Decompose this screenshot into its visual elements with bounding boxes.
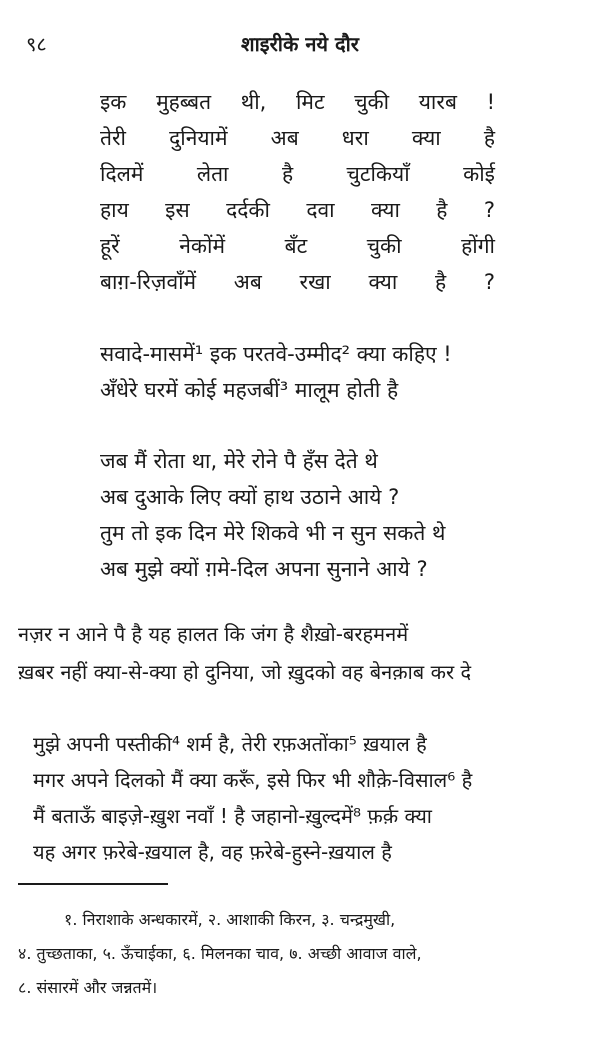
verse-line: हाय इस दर्दकी दवा क्या है ? [100, 198, 495, 222]
verse-line: मगर अपने दिलको मैं क्या करूँ, इसे फिर भी शौक़े-विसाल⁶ है [33, 768, 473, 792]
page-header [0, 30, 600, 60]
footnote-line: १. निराशाके अन्धकारमें, २. आशाकी किरन, ३. चन्द्रमुखी, [64, 910, 396, 929]
verse-line: जब मैं रोता था, मेरे रोने पै हँस देते थे [100, 449, 378, 473]
footnote-line: ८. संसारमें और जन्नतमें। [18, 978, 158, 997]
verse-line: तेरी दुनियामें अब धरा क्या है [100, 126, 495, 150]
footnote-line: ४. तुच्छताका, ५. ऊँचाईका, ६. मिलनका चाव, ७. अच्छी आवाज वाले, [18, 944, 422, 963]
verse-line: अब दुआके लिए क्यों हाथ उठाने आये ? [100, 485, 400, 509]
verse-line: ख़बर नहीं क्या-से-क्या हो दुनिया, जो ख़ुदको वह बेनक़ाब कर दे [18, 660, 472, 684]
verse-line: अब मुझे क्यों ग़मे-दिल अपना सुनाने आये ? [100, 557, 428, 581]
footnote-rule [18, 883, 168, 885]
verse-line: दिलमें लेता है चुटकियाँ कोई [100, 162, 495, 186]
verse-line: यह अगर फ़रेबे-ख़याल है, वह फ़रेबे-हुस्ने-ख़याल है [33, 840, 392, 864]
verse-line: नज़र न आने पै है यह हालत कि जंग है शैख़ो-बरहमनमें [18, 622, 409, 646]
verse-line: तुम तो इक दिन मेरे शिकवे भी न सुन सकते थे [100, 521, 446, 545]
verse-line: इक मुहब्बत थी, मिट चुकी यारब ! [100, 90, 495, 114]
page-number: ९८ [26, 32, 47, 56]
verse-line: हूरें नेकोंमें बँट चुकी होंगी [100, 234, 495, 258]
verse-line: सवादे-मासमें¹ इक परतवे-उम्मीद² क्या कहिए ! [100, 342, 452, 366]
verse-line: मुझे अपनी पस्तीकी⁴ शर्म है, तेरी रफ़अतोंका⁵ ख़याल है [33, 732, 427, 756]
verse-line: मैं बताऊँ बाइज़े-ख़ुश नवाँ ! है जहानो-ख़ुल्दमें⁸ फ़र्क़ क्या [33, 804, 432, 828]
verse-line: अँधेरे घरमें कोई महजबीं³ मालूम होती है [100, 378, 399, 402]
verse-line: बाग़-रिज़वाँमें अब रखा क्या है ? [100, 270, 495, 294]
running-title: शाइरीके नये दौर [241, 32, 359, 56]
